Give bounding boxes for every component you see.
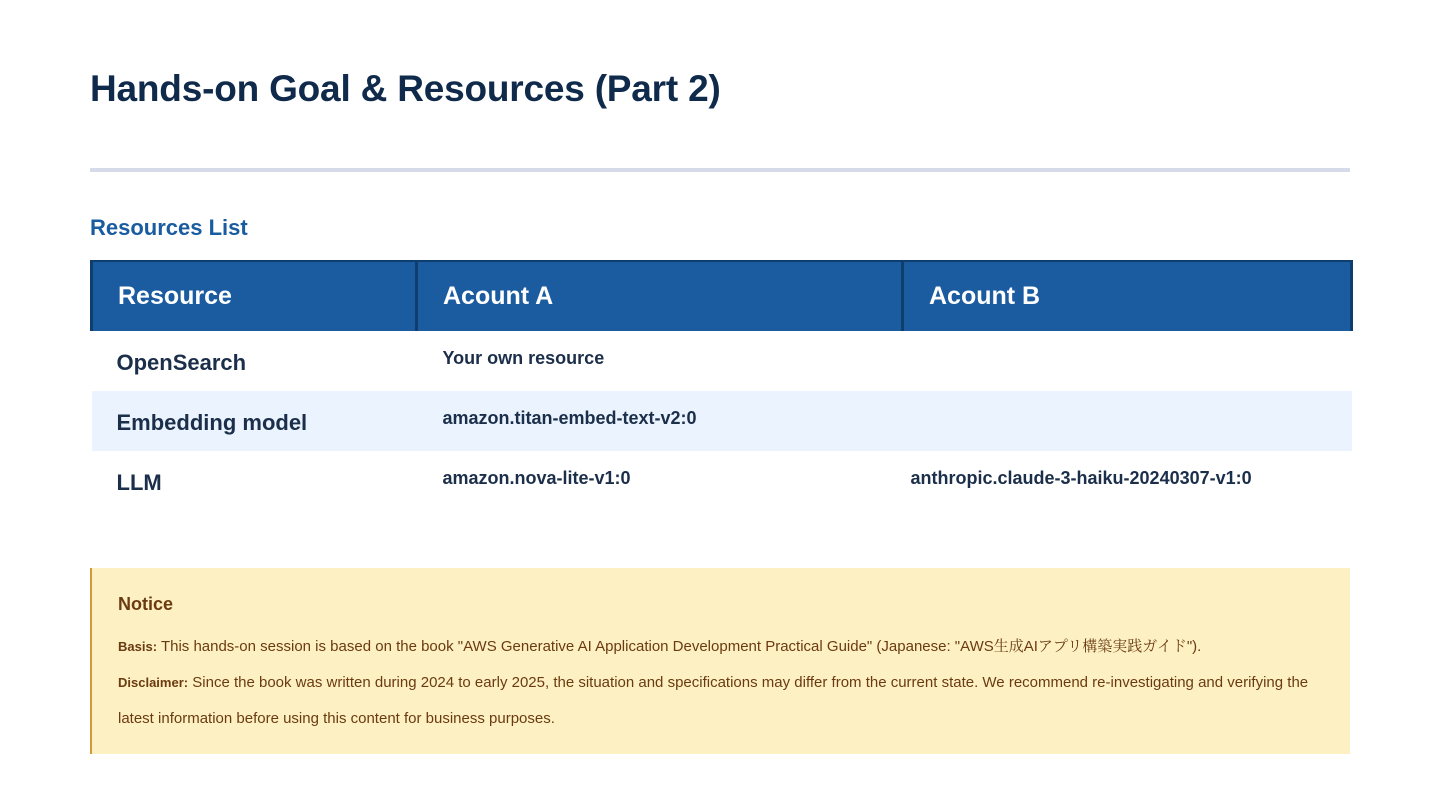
header-account-a: Acount A [417,261,903,331]
account-b-value [903,331,1352,391]
notice-disclaimer [118,665,1330,737]
notice-title: Notice [118,594,174,614]
basis-label: Basis: [118,639,158,654]
table-row [92,391,1352,451]
table-row [92,331,1352,391]
page-title: Hands-on Goal & Resources (Part 2) [90,68,721,109]
header-resource: Resource [92,261,417,331]
section-title: Resources List [90,215,248,240]
table-header-row [92,261,1352,331]
resource-name-llm: LLM [116,470,162,495]
resource-name-embedding-model: Embedding model [92,391,417,451]
account-a-value: amazon.nova-lite-v1:0 [442,467,631,488]
notice-basis [118,629,1330,665]
account-a-value: Your own resource [442,347,605,368]
account-a-value: amazon.titan-embed-text-v2:0 [417,391,903,451]
header-account-b: Acount B [903,261,1352,331]
basis-text: This hands-on session is based on the book "AWS Generative AI Application Development Practical Guide" (Japanese: "AWS生成AIアプリ構築実践ガイド"). [160,638,1202,655]
title-divider [90,168,1350,172]
resource-name-opensearch: OpenSearch [116,350,247,375]
account-b-value: anthropic.claude-3-haiku-20240307-v1:0 [910,467,1252,488]
resources-table [90,260,1353,511]
notice-box [90,568,1350,754]
account-b-value [903,391,1352,451]
disclaimer-text: Since the book was written during 2024 to early 2025, the situation and specifications may differ from the current state. We recommend re-investigating and verifying the latest information before using this content for business purposes. [118,674,1309,727]
disclaimer-label: Disclaimer: [118,675,189,690]
table-row [92,451,1352,511]
